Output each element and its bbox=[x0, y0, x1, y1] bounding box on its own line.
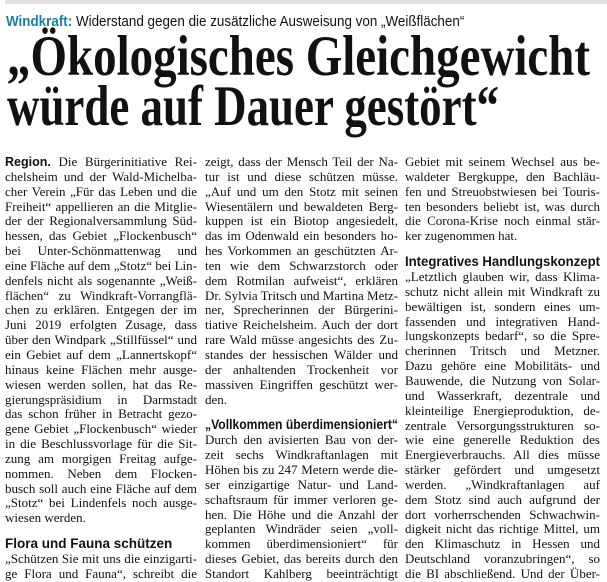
text-line-content bbox=[205, 258, 398, 273]
text-line-content bbox=[205, 392, 227, 407]
text-line-content bbox=[405, 462, 600, 477]
line-text: ein Gebiet auf dem „Lannertskopf“ bbox=[5, 346, 197, 362]
text-line-content bbox=[5, 436, 197, 451]
text-line-content bbox=[5, 184, 197, 199]
text-line bbox=[205, 348, 398, 363]
text-line-content bbox=[205, 432, 398, 447]
text-line-content bbox=[5, 258, 197, 273]
line-text: schutz nicht allein mit Windkraft zu bbox=[405, 283, 600, 299]
text-line-content bbox=[5, 495, 197, 510]
line-text: Gebiet mit seinem Wechsel aus be- bbox=[405, 154, 600, 169]
line-text: hinaus keine Flächen mehr ausge- bbox=[5, 361, 197, 377]
line-text: kleinteilige Energieproduktion, de- bbox=[405, 402, 600, 418]
text-line-content bbox=[405, 269, 600, 284]
text-line bbox=[5, 274, 197, 289]
text-line bbox=[5, 393, 197, 408]
line-text: und Wasserkraft, dezentrale und bbox=[405, 387, 600, 403]
text-line bbox=[5, 155, 197, 170]
text-line bbox=[5, 363, 197, 378]
text-line-content bbox=[205, 477, 398, 492]
text-line-content bbox=[5, 551, 197, 566]
line-text: Die Bürgerinitiative Rei- bbox=[50, 154, 197, 169]
text-line-content bbox=[5, 288, 197, 303]
line-text: dieses Gebiet, das bereits durch den bbox=[205, 551, 398, 567]
line-text: Energieverbrauchs. All dies müsse bbox=[405, 447, 600, 463]
text-line-content bbox=[205, 536, 398, 551]
text-line bbox=[405, 448, 600, 463]
text-line-content bbox=[5, 451, 197, 466]
text-line bbox=[5, 437, 197, 452]
text-line bbox=[5, 348, 197, 363]
text-line-content bbox=[5, 481, 197, 496]
text-line bbox=[5, 259, 197, 274]
line-text: „Stotz“ bei Lindenfels noch ausge- bbox=[5, 495, 197, 511]
line-text: ner, Sprecherinnen der Bürgerini- bbox=[205, 302, 398, 318]
line-text: „Letztlich glauben wir, dass Klima- bbox=[405, 269, 600, 285]
text-line-content bbox=[405, 373, 600, 388]
line-text: Standort Kahlberg beeinträchtigt bbox=[205, 565, 398, 581]
line-text: über den Windpark „Stillfüssel“ und bbox=[5, 332, 197, 348]
text-line-content bbox=[205, 377, 398, 392]
headline-line-1: „Ökologisches Gleichgewicht bbox=[7, 25, 590, 88]
text-line-content bbox=[405, 551, 600, 566]
article-column-3 bbox=[405, 155, 600, 582]
text-line-content bbox=[5, 243, 197, 258]
text-line bbox=[205, 552, 398, 567]
text-line bbox=[205, 229, 398, 244]
line-text: bei Unter-Schönmattenwag und bbox=[5, 243, 197, 259]
text-line bbox=[205, 333, 398, 348]
line-text: waldeter Bergkuppe, den Bachläu- bbox=[405, 168, 600, 184]
text-line-content bbox=[205, 228, 398, 243]
line-text: flächen“ zu Windkraft-Vorrangflä- bbox=[5, 287, 197, 303]
text-line bbox=[5, 407, 197, 422]
text-line-content bbox=[5, 406, 197, 421]
subheading: Flora und Fauna schützen bbox=[5, 536, 173, 552]
text-line bbox=[205, 363, 398, 378]
text-line-content bbox=[5, 169, 197, 184]
text-line-content bbox=[205, 551, 398, 566]
text-line bbox=[405, 508, 600, 523]
line-text: chelsheim und der Wald-Michelba- bbox=[5, 168, 197, 184]
text-line bbox=[205, 537, 398, 552]
text-line bbox=[205, 463, 398, 478]
text-line bbox=[205, 393, 398, 408]
text-line bbox=[405, 537, 600, 552]
text-line-content bbox=[405, 343, 600, 358]
text-line-content bbox=[405, 228, 517, 243]
text-line bbox=[405, 404, 600, 419]
text-line-content bbox=[5, 362, 197, 377]
text-line bbox=[405, 200, 600, 215]
text-line bbox=[205, 289, 397, 304]
line-text: cherinnen Tritsch und Metzner. bbox=[405, 343, 600, 359]
line-text: wiesen werden sollen, hat das Re- bbox=[5, 376, 197, 392]
text-line-content bbox=[205, 566, 398, 581]
line-text: dem Rotmilan aufweist“, erklären bbox=[205, 272, 398, 288]
text-line bbox=[5, 422, 197, 437]
text-line bbox=[5, 229, 197, 244]
text-line bbox=[205, 214, 398, 229]
text-line bbox=[5, 496, 197, 511]
line-text: ten besonders beliebt ist, was durch bbox=[405, 198, 600, 214]
line-text: dem Stotz sind auch aufgrund der bbox=[405, 491, 600, 507]
text-line bbox=[205, 448, 398, 463]
line-text: schaftsraum für immer verloren ge- bbox=[205, 491, 398, 507]
text-line-content bbox=[5, 228, 197, 243]
text-line-content bbox=[5, 466, 197, 481]
line-text: das im Odenwald ein besonders ho- bbox=[205, 228, 398, 244]
article-column-1 bbox=[5, 155, 197, 582]
line-text: tur ist und diese schützen müsse. bbox=[205, 168, 398, 184]
line-text: hessen, das Gebiet „Flockenbusch“ bbox=[5, 228, 197, 244]
text-line-content bbox=[205, 302, 398, 317]
text-line bbox=[5, 378, 197, 393]
article-column-2 bbox=[205, 155, 398, 582]
text-line bbox=[405, 270, 600, 285]
text-line bbox=[205, 303, 398, 318]
text-line-content bbox=[205, 154, 398, 169]
text-line-content bbox=[205, 243, 398, 258]
text-line-content bbox=[405, 299, 600, 314]
kicker-label: Windkraft: bbox=[6, 13, 73, 30]
text-line bbox=[405, 170, 600, 185]
text-line-content bbox=[405, 213, 600, 228]
headline bbox=[7, 25, 607, 138]
text-line bbox=[5, 467, 197, 482]
text-line bbox=[5, 303, 197, 318]
text-line-content bbox=[405, 154, 600, 169]
text-line-content bbox=[405, 284, 600, 299]
text-line bbox=[405, 185, 600, 200]
line-text: Bauwende, die Nutzung von Solar- bbox=[405, 372, 600, 388]
text-line bbox=[205, 155, 398, 170]
line-text: das schon früher in Betracht gezo- bbox=[5, 406, 197, 422]
text-line bbox=[5, 318, 197, 333]
line-text: Freiheit“ appellieren an die Mitglie- bbox=[5, 198, 197, 214]
text-line bbox=[405, 374, 600, 389]
line-text: massiven Eingriffen geschützt wer- bbox=[205, 376, 398, 392]
text-line bbox=[405, 493, 600, 508]
line-text: den. bbox=[205, 391, 228, 407]
line-text: Höhen bis zu 247 Metern werde die- bbox=[205, 462, 398, 478]
kicker-text: Widerstand gegen die zusätzliche Ausweisung von „Weißflächen“ bbox=[72, 13, 465, 30]
line-text: der der Regionalversammlung Süd- bbox=[5, 213, 197, 229]
text-line bbox=[405, 329, 600, 344]
line-text: die Corona-Krise noch einmal stär- bbox=[405, 213, 600, 229]
line-text: digkeit nicht das richtige Mittel, um bbox=[405, 521, 600, 537]
line-text: ker zugenommen hat. bbox=[405, 228, 518, 244]
line-text: Juni 2019 erfolgten Zusage, dass bbox=[5, 317, 197, 333]
text-line-content bbox=[5, 332, 197, 347]
text-line-content bbox=[405, 358, 600, 373]
text-line bbox=[205, 274, 398, 289]
text-line bbox=[405, 359, 600, 374]
line-text: wiesen werden. bbox=[5, 510, 86, 526]
line-text: ten wie dem Schwarzstorch oder bbox=[205, 257, 398, 273]
line-text: in die Beschlussvorlage für die Sit- bbox=[5, 436, 197, 452]
line-text: Dazu gehöre eine Mobilitäts- und bbox=[405, 358, 600, 374]
headline-line-2: würde auf Dauer gestört“ bbox=[7, 75, 499, 138]
text-line bbox=[405, 285, 600, 300]
text-line bbox=[5, 333, 197, 348]
line-text: Durch den avisierten Bau von der- bbox=[205, 432, 398, 448]
text-line bbox=[205, 244, 398, 259]
line-text: Dr. Sylvia Tritsch und Martina Metz- bbox=[205, 287, 398, 303]
text-line bbox=[205, 508, 398, 523]
text-line bbox=[405, 463, 600, 478]
text-line bbox=[405, 389, 600, 404]
line-text: ser einzigartige Natur- und Land- bbox=[205, 476, 398, 492]
text-line-content bbox=[205, 492, 398, 507]
text-line-content bbox=[205, 332, 398, 347]
text-line-content bbox=[405, 477, 600, 492]
dateline: Region. bbox=[5, 155, 51, 169]
text-line bbox=[205, 170, 398, 185]
text-line bbox=[5, 567, 197, 582]
text-line-content bbox=[405, 418, 600, 433]
line-text: der anhaltenden Trockenheit vor bbox=[205, 361, 398, 377]
line-text: zentrale Versorgungsstrukturen so- bbox=[405, 417, 600, 433]
text-line-content bbox=[5, 213, 197, 228]
text-line bbox=[205, 567, 398, 582]
line-text: fen und Streuobstwiesen bei Touris- bbox=[405, 183, 600, 199]
subheading: „Vollkommen überdimensioniert“ bbox=[205, 417, 398, 433]
line-text: ge Flora und Fauna“, schreibt die bbox=[5, 565, 197, 581]
line-text: eine Fläche auf dem „Stotz“ bei Lin- bbox=[5, 257, 197, 273]
line-text: bewältigen ist, sondern eines um- bbox=[405, 298, 600, 314]
text-line bbox=[205, 522, 398, 537]
text-line-content bbox=[405, 432, 600, 447]
text-line bbox=[5, 244, 197, 259]
text-line bbox=[205, 259, 398, 274]
line-text: zeit sechs Windkraftanlagen mit bbox=[205, 447, 398, 463]
text-line-content bbox=[5, 273, 197, 288]
text-line-content bbox=[205, 447, 398, 462]
line-text: zeigt, dass der Mensch Teil der Na- bbox=[205, 154, 398, 169]
top-rule bbox=[5, 0, 607, 4]
text-line bbox=[205, 200, 398, 215]
text-line bbox=[405, 229, 600, 244]
text-line-content bbox=[205, 507, 398, 522]
text-line-content bbox=[205, 273, 398, 288]
line-text: fassenden und integrativen Hand- bbox=[405, 313, 600, 329]
text-line-content bbox=[5, 347, 197, 362]
text-line-content bbox=[5, 302, 197, 317]
text-line bbox=[405, 419, 600, 434]
text-line bbox=[405, 344, 600, 359]
line-text: cher Verein „Für das Leben und die bbox=[5, 183, 197, 199]
line-text: kuppen ist ein Biotop angesiedelt, bbox=[205, 213, 398, 229]
text-line bbox=[205, 185, 398, 200]
text-line-content bbox=[205, 462, 398, 477]
text-line bbox=[205, 478, 398, 493]
line-text: dort vorherrschenden Schwachwin- bbox=[405, 506, 600, 522]
line-text: gierungspräsidium in Darmstadt bbox=[5, 391, 197, 407]
text-line-content bbox=[405, 388, 600, 403]
text-line bbox=[405, 155, 600, 170]
text-line-content bbox=[5, 421, 197, 436]
text-line-content bbox=[405, 184, 600, 199]
line-text: denfels nicht als sogenannte „Weiß- bbox=[5, 272, 197, 288]
text-line-content bbox=[205, 184, 398, 199]
text-line-content bbox=[205, 288, 398, 303]
line-text: den Klimaschutz in Hessen und bbox=[405, 536, 600, 552]
text-line bbox=[5, 214, 197, 229]
text-line bbox=[405, 433, 600, 448]
line-text: hes Vorkommen an geschützten Ar- bbox=[205, 243, 398, 259]
text-line bbox=[5, 200, 197, 215]
text-line-content bbox=[5, 510, 86, 525]
line-text: Wiesentälern und bewaldeten Berg- bbox=[205, 198, 398, 214]
text-line-content bbox=[205, 213, 398, 228]
text-line bbox=[5, 511, 197, 526]
text-line bbox=[405, 214, 600, 229]
text-line-content bbox=[5, 199, 197, 214]
text-line bbox=[205, 318, 398, 333]
text-line bbox=[405, 522, 600, 537]
text-line bbox=[5, 482, 197, 497]
line-text: lungskonzepts bedarf“, so die Spre- bbox=[405, 328, 600, 344]
text-line-content bbox=[205, 199, 398, 214]
line-text: standes der hessischen Wälder und bbox=[205, 346, 398, 362]
text-line-content bbox=[405, 536, 600, 551]
text-line-content bbox=[205, 521, 398, 536]
text-line-content bbox=[5, 566, 197, 581]
text-line-content bbox=[5, 377, 197, 392]
text-line bbox=[5, 552, 197, 567]
text-line-content bbox=[405, 492, 600, 507]
text-line bbox=[405, 552, 600, 567]
text-line-content bbox=[205, 169, 398, 184]
line-text: „Schützen Sie mit uns die einzigarti- bbox=[5, 551, 197, 567]
text-line-content bbox=[405, 403, 600, 418]
text-line-content bbox=[405, 199, 600, 214]
text-line bbox=[405, 315, 600, 330]
line-text: wie eine generelle Reduktion des bbox=[405, 432, 600, 448]
text-line-content bbox=[405, 507, 600, 522]
line-text: die BI abschließend. Und der Über- bbox=[405, 565, 600, 581]
text-line bbox=[5, 452, 197, 467]
text-line bbox=[5, 185, 197, 200]
text-line bbox=[5, 170, 197, 185]
line-text: werden. „Windkraftanlagen auf bbox=[405, 476, 600, 492]
line-text: gene Gebiet „Flockenbusch“ wieder bbox=[5, 421, 197, 437]
text-line bbox=[5, 289, 197, 304]
text-line-content bbox=[5, 317, 197, 332]
text-line bbox=[205, 433, 398, 448]
line-text: Deutschland voranzubringen“, so bbox=[405, 551, 600, 567]
text-line-content bbox=[405, 169, 600, 184]
text-line-content bbox=[5, 392, 197, 407]
line-text: nommen. Neben dem Flocken- bbox=[5, 465, 197, 481]
text-line bbox=[405, 567, 600, 582]
text-line-content bbox=[5, 154, 197, 169]
text-line-content bbox=[405, 314, 600, 329]
subheading: Integratives Handlungskonzept bbox=[405, 254, 600, 270]
text-line-content bbox=[405, 566, 600, 581]
text-line bbox=[405, 478, 600, 493]
line-text: zung am morgigen Freitag aufge- bbox=[5, 450, 197, 466]
line-text: stärker gefördert und umgesetzt bbox=[405, 462, 600, 478]
line-text: rare Wald müsse angesichts des Zu- bbox=[205, 332, 398, 348]
line-text: busch soll auch eine Fläche auf dem bbox=[5, 480, 197, 496]
text-line-content bbox=[205, 362, 398, 377]
text-line bbox=[405, 300, 600, 315]
text-line-content bbox=[405, 447, 600, 462]
line-text: tiative Reichelsheim. Auch der dort bbox=[205, 317, 398, 333]
line-text: kommen überdimensioniert“ für bbox=[205, 536, 398, 552]
text-line bbox=[205, 493, 398, 508]
text-line bbox=[205, 378, 398, 393]
line-text: hen. Die Höhe und die Anzahl der bbox=[205, 506, 398, 522]
text-line-content bbox=[405, 328, 600, 343]
text-line-content bbox=[205, 317, 398, 332]
text-line-content bbox=[205, 347, 398, 362]
line-text: chen zu erklären. Entgegen der im bbox=[5, 302, 197, 318]
text-line-content bbox=[405, 521, 600, 536]
line-text: geplanten Windräder seien „voll- bbox=[205, 521, 398, 537]
line-text: „Auf und um den Stotz mit seinen bbox=[205, 183, 398, 199]
